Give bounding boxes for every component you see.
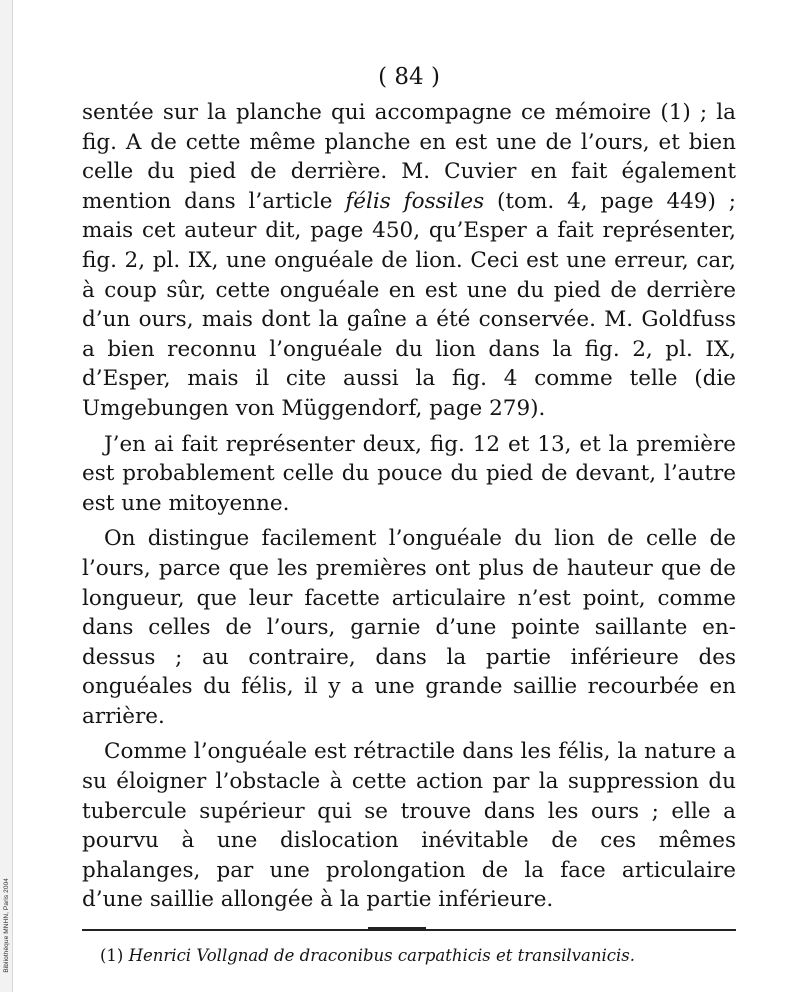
footer-rule	[368, 927, 426, 929]
library-stamp-text: Bibliothèque MNHN, Paris 2004	[2, 877, 10, 973]
scan-edge	[0, 0, 13, 992]
paragraph-1-after: (tom. 4, page 449) ; mais cet auteur dit, page 450, qu’Esper a fait représenter, fig. 2, pl. IX, une onguéale de lion. Ceci est une erreur, car, à coup sûr, cette onguéale en est une du pied de derrière d’un ours, mais dont la gaîne a été conservée. M. Goldfuss a bien reconnu l’onguéale du lion dans la fig. 2, pl. IX, d’Esper, mais il cite aussi la fig. 4 comme telle (die Umgebungen von Müggendorf, page 279).	[82, 188, 736, 421]
footnote-divider	[82, 929, 736, 931]
paragraph-1	[82, 98, 736, 424]
paragraph-1-italic: félis fossiles	[345, 188, 485, 214]
paragraph-2: J’en ai fait représenter deux, fig. 12 et 13, et la première est probablement celle du pouce du pied de devant, l’autre est une mitoyenne.	[82, 431, 736, 516]
footnote-text: Henrici Vollgnad de draconibus carpathicis et transilvanicis.	[128, 946, 635, 966]
page-number: ( 84 )	[378, 64, 440, 90]
paragraph-1-before: sentée sur la planche qui accompagne ce mémoire (1) ; la fig. A de cette même planche en est une de l’ours, et bien celle du pied de derrière. M. Cuvier en fait également mention dans l’article	[82, 100, 736, 214]
paragraph-3: On distingue facilement l’onguéale du lion de celle de l’ours, parce que les premières ont plus de hauteur que de longueur, que leur facette articulaire n’est point, comme dans celles de l’ours, garnie d’une pointe saillante en-dessus ; au contraire, dans la partie inférieure des onguéales du félis, il y a une grande saillie recourbée en arrière.	[82, 526, 736, 729]
paragraph-4: Comme l’onguéale est rétractile dans les félis, la nature a su éloigner l’obstacle à cette action par la suppression du tubercule supérieur qui se trouve dans les ours ; elle a pourvu à une dislocation inévitable de ces mêmes phalanges, par une prolongation de la face articulaire d’une saillie allongée à la partie inférieure.	[82, 739, 736, 913]
footnote	[82, 943, 736, 969]
footnote-marker: (1)	[100, 946, 124, 966]
document-page	[82, 58, 736, 969]
library-stamp	[0, 860, 12, 990]
